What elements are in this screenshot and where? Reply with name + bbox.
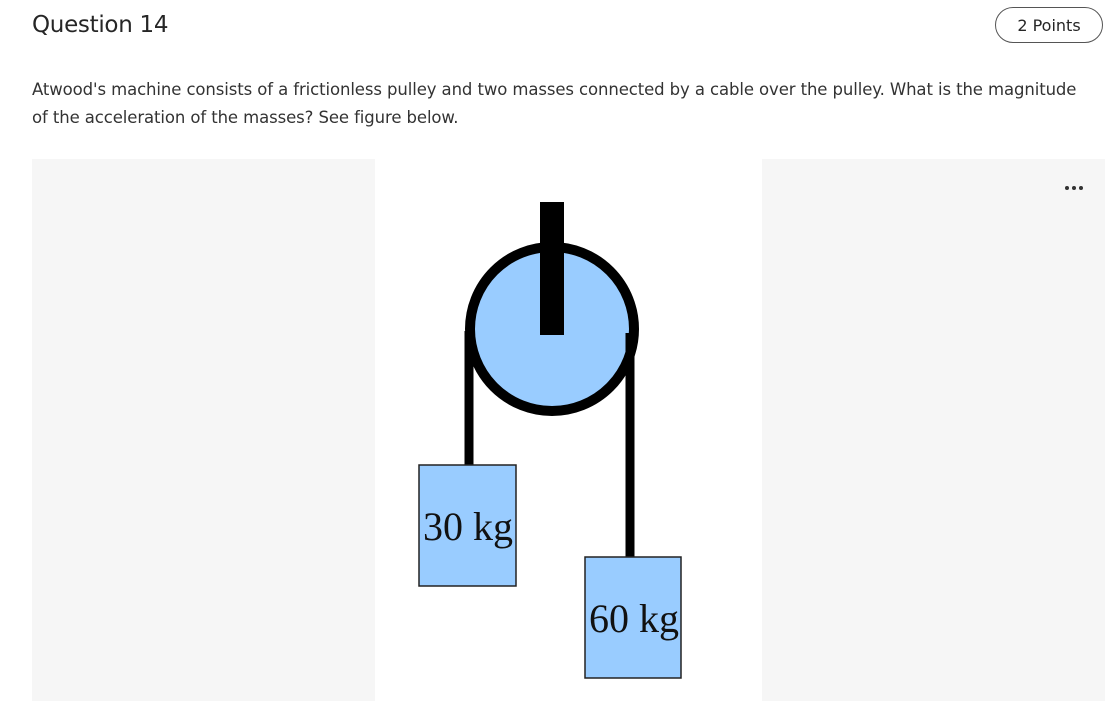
more-options-button[interactable] bbox=[1060, 176, 1088, 200]
figure-background-right bbox=[762, 159, 1105, 701]
figure-container bbox=[32, 159, 1105, 701]
question-title: Question 14 bbox=[32, 12, 169, 38]
atwood-machine-figure bbox=[375, 159, 762, 701]
left-mass-label: 30 kg bbox=[423, 504, 513, 549]
right-mass-label: 60 kg bbox=[589, 596, 679, 641]
question-prompt: Atwood's machine consists of a frictionless pulley and two masses connected by a cable over the pulley. What is the magnitude of the acceleration of the masses? See figure below. bbox=[32, 80, 1077, 127]
pulley-support-rod bbox=[540, 202, 564, 335]
right-mass bbox=[585, 557, 681, 678]
left-mass bbox=[419, 465, 516, 586]
figure-background-left bbox=[32, 159, 375, 701]
atwood-machine-diagram bbox=[375, 159, 762, 701]
more-horizontal-icon bbox=[1065, 186, 1069, 190]
points-badge: 2 Points bbox=[995, 7, 1103, 43]
